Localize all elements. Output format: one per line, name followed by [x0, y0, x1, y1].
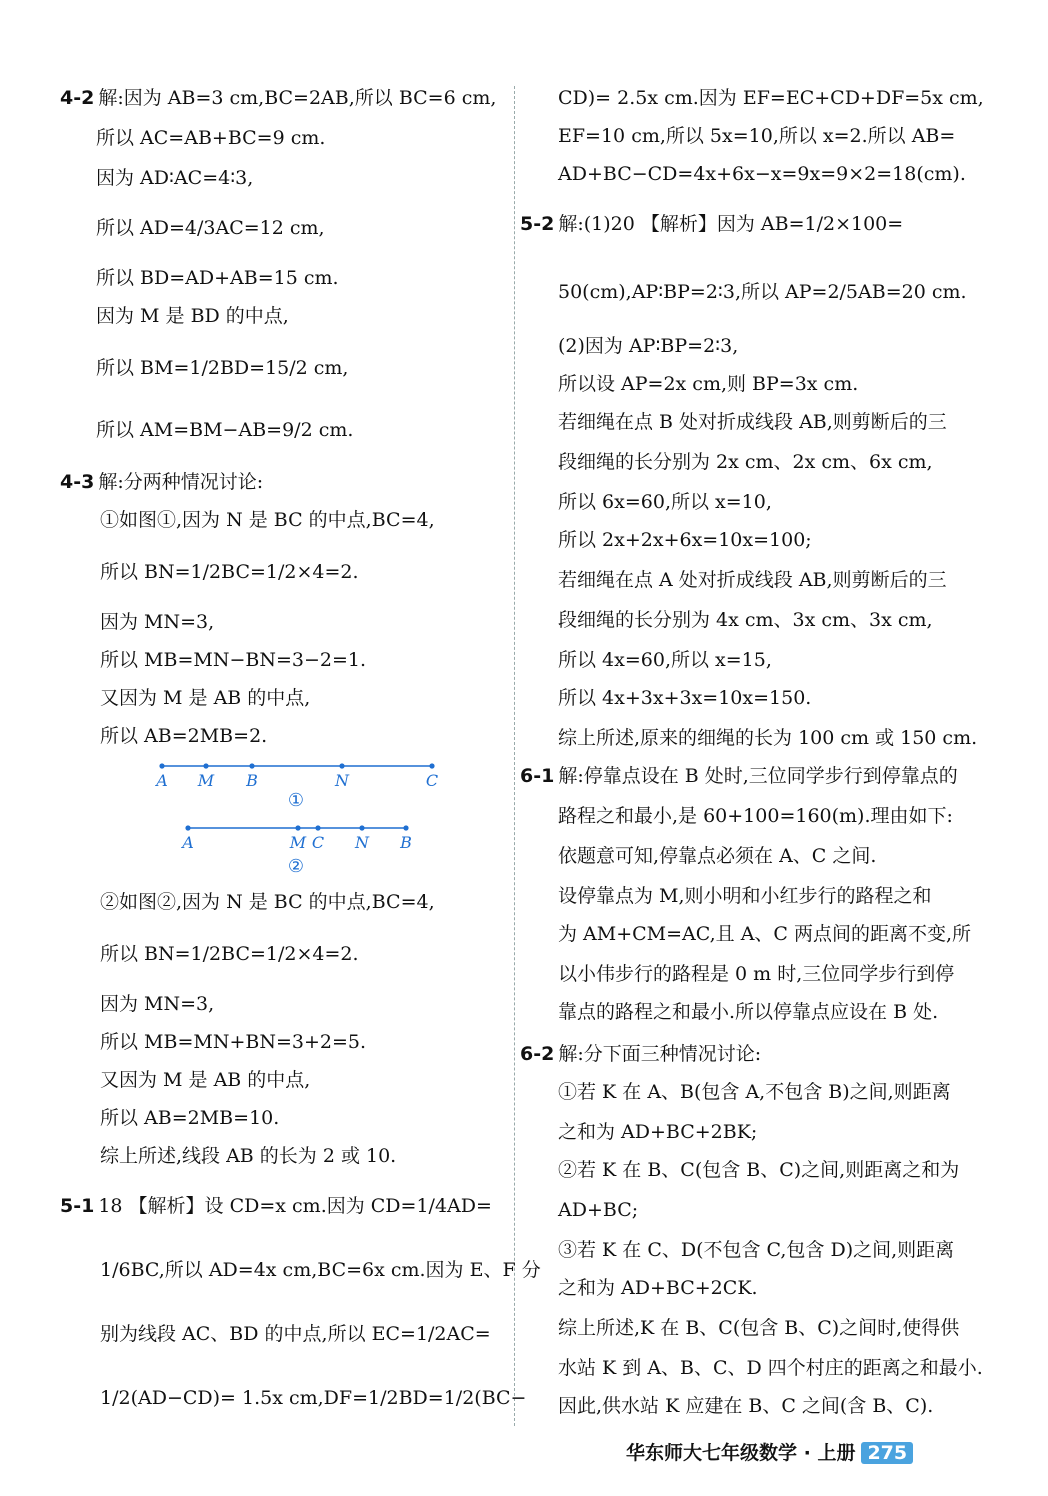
line-text: 之和为 AD+BC+2CK.: [558, 1277, 758, 1299]
text-line: [100, 1030, 366, 1054]
problem-label: 5-2: [520, 213, 555, 235]
text-line: [96, 418, 353, 442]
text-line: [558, 804, 953, 828]
line-text: 解:停靠点设在 B 处时,三位同学步行到停靠点的: [558, 765, 958, 787]
line-text: ②如图②,因为 N 是 BC 的中点,BC=4,: [100, 891, 435, 913]
point-b: [403, 825, 408, 830]
line-text: 因为 MN=3,: [100, 993, 215, 1015]
line-text: 靠点的路程之和最小.所以停靠点应设在 B 处.: [558, 1001, 939, 1023]
text-line: [558, 1080, 951, 1104]
point-b: [249, 763, 254, 768]
text-line: [558, 608, 933, 632]
text-line: [558, 726, 977, 750]
line-text: 所以设 AP=2x cm,则 BP=3x cm.: [558, 373, 859, 395]
line-text: ②若 K 在 B、C(包含 B、C)之间,则距离之和为: [558, 1159, 960, 1181]
line-text: 为 AM+CM=AC,且 A、C 两点间的距离不变,所: [558, 923, 972, 945]
text-line: [558, 686, 811, 710]
line-text: 依题意可知,停靠点必须在 A、C 之间.: [558, 845, 877, 867]
line-text: 所以 MB=MN+BN=3+2=5.: [100, 1031, 367, 1053]
figure-1-caption: ①: [287, 790, 305, 811]
text-line: [558, 884, 932, 908]
point-label-b: B: [246, 771, 258, 790]
line-text: (2)因为 AP∶BP=2∶3,: [558, 335, 739, 357]
text-line: [100, 1386, 526, 1410]
text-line: [558, 1276, 758, 1300]
text-line: [558, 1198, 638, 1222]
text-line: [558, 1158, 959, 1182]
line-text: 所以 BN=1/2BC=1/2×4=2.: [100, 561, 359, 583]
line-text: 解:(1)20 【解析】因为 AB=1/2×100=: [558, 213, 904, 235]
text-line: [100, 1068, 310, 1092]
text-line: [558, 372, 858, 396]
problem-4-2: [60, 86, 496, 110]
line-text: 段细绳的长分别为 4x cm、3x cm、3x cm,: [558, 609, 933, 631]
problem-6-2: [520, 1042, 761, 1066]
text-line: [96, 216, 325, 240]
line-text: AD+BC−CD=4x+6x−x=9x=9×2=18(cm).: [558, 163, 966, 185]
line-text: 50(cm),AP∶BP=2∶3,所以 AP=2/5AB=20 cm.: [558, 281, 967, 303]
line-text: 18 【解析】设 CD=x cm.因为 CD=1/4AD=: [98, 1195, 492, 1217]
text-line: [100, 610, 214, 634]
line-text: 所以 AB=2MB=2.: [100, 725, 268, 747]
line-text: 若细绳在点 B 处对折成线段 AB,则剪断后的三: [558, 411, 947, 433]
text-line: [558, 280, 967, 304]
line-text: 解:分两种情况讨论:: [98, 471, 264, 493]
text-line: [100, 724, 267, 748]
column-divider: [514, 86, 515, 1426]
point-label-n: N: [335, 771, 349, 790]
point-m: [295, 825, 300, 830]
problem-label: 4-3: [60, 471, 95, 493]
line-text: ①如图①,因为 N 是 BC 的中点,BC=4,: [100, 509, 435, 531]
text-line: [558, 844, 876, 868]
line-text: 因此,供水站 K 应建在 B、C 之间(含 B、C).: [558, 1395, 934, 1417]
point-c: [315, 825, 320, 830]
point-a: [185, 825, 190, 830]
line-text: 所以 6x=60,所以 x=10,: [558, 491, 772, 513]
text-line: [558, 490, 772, 514]
line-text: AD+BC;: [558, 1199, 639, 1221]
text-line: [96, 126, 325, 150]
text-line: [96, 356, 348, 380]
line-text: 所以 AB=2MB=10.: [100, 1107, 280, 1129]
text-line: [100, 1322, 491, 1346]
text-line: [100, 1258, 541, 1282]
line-text: 设停靠点为 M,则小明和小红步行的路程之和: [558, 885, 932, 907]
text-line: [100, 1106, 279, 1130]
text-line: [100, 942, 359, 966]
text-line: [100, 508, 435, 532]
line-text: 解:分下面三种情况讨论:: [558, 1043, 762, 1065]
line-text: 路程之和最小,是 60+100=160(m).理由如下:: [558, 805, 953, 827]
problem-6-1: [520, 764, 958, 788]
point-label-a: A: [156, 771, 168, 790]
footer-title: 华东师大七年级数学 · 上册: [626, 1442, 856, 1464]
line-text: 又因为 M 是 AB 的中点,: [100, 1069, 311, 1091]
text-line: [558, 86, 984, 110]
line-text: 又因为 M 是 AB 的中点,: [100, 687, 311, 709]
line-text: 所以 AM=BM−AB=9/2 cm.: [96, 419, 354, 441]
line-text: ①若 K 在 A、B(包含 A,不包含 B)之间,则距离: [558, 1081, 951, 1103]
line-text: 综上所述,线段 AB 的长为 2 或 10.: [100, 1145, 397, 1167]
text-line: [558, 922, 971, 946]
line-text: 别为线段 AC、BD 的中点,所以 EC=1/2AC=: [100, 1323, 491, 1345]
line-text: 因为 M 是 BD 的中点,: [96, 305, 289, 327]
text-line: [558, 1000, 938, 1024]
line-text: CD)= 2.5x cm.因为 EF=EC+CD+DF=5x cm,: [558, 87, 984, 109]
text-line: [558, 568, 947, 592]
line-text: 之和为 AD+BC+2BK;: [558, 1121, 758, 1143]
line-text: 所以 2x+2x+6x=10x=100;: [558, 529, 812, 551]
problem-4-3: [60, 470, 263, 494]
point-n: [339, 763, 344, 768]
point-n: [359, 825, 364, 830]
line-text: 水站 K 到 A、B、C、D 四个村庄的距离之和最小.: [558, 1357, 983, 1379]
text-line: [96, 166, 253, 190]
text-line: [558, 334, 738, 358]
text-line: [100, 890, 435, 914]
point-c: [429, 763, 434, 768]
text-line: [558, 410, 947, 434]
text-line: [96, 266, 339, 290]
text-line: [558, 1238, 954, 1262]
problem-5-1: [60, 1194, 492, 1218]
point-label-m: M: [289, 833, 307, 852]
text-line: [100, 992, 214, 1016]
line-text: 段细绳的长分别为 2x cm、2x cm、6x cm,: [558, 451, 933, 473]
line-text: 所以 AD=4/3AC=12 cm,: [96, 217, 325, 239]
page-footer: [626, 1438, 913, 1465]
point-m: [203, 763, 208, 768]
point-label-m: M: [197, 771, 215, 790]
problem-label: 5-1: [60, 1195, 95, 1217]
line-text: 所以 BN=1/2BC=1/2×4=2.: [100, 943, 359, 965]
line-text: 所以 BM=1/2BD=15/2 cm,: [96, 357, 349, 379]
problem-label: 6-1: [520, 765, 555, 787]
figure-2-caption: ②: [287, 856, 305, 877]
line-text: 所以 MB=MN−BN=3−2=1.: [100, 649, 367, 671]
figure-2: [174, 818, 434, 878]
line-text: 1/6BC,所以 AD=4x cm,BC=6x cm.因为 E、F 分: [100, 1259, 541, 1281]
text-line: [558, 1394, 933, 1418]
text-line: [558, 162, 966, 186]
line-text: 综上所述,原来的细绳的长为 100 cm 或 150 cm.: [558, 727, 978, 749]
text-line: [558, 1316, 959, 1340]
point-label-n: N: [355, 833, 369, 852]
line-text: ③若 K 在 C、D(不包含 C,包含 D)之间,则距离: [558, 1239, 955, 1261]
text-line: [558, 1356, 983, 1380]
text-line: [558, 648, 772, 672]
problem-label: 6-2: [520, 1043, 555, 1065]
problem-5-2: [520, 212, 903, 236]
line-text: 所以 BD=AD+AB=15 cm.: [96, 267, 339, 289]
line-text: 1/2(AD−CD)= 1.5x cm,DF=1/2BD=1/2(BC−: [100, 1387, 527, 1409]
point-label-a: A: [182, 833, 194, 852]
line-text: 所以 AC=AB+BC=9 cm.: [96, 127, 326, 149]
line-text: 综上所述,K 在 B、C(包含 B、C)之间时,使得供: [558, 1317, 960, 1339]
text-line: [96, 304, 289, 328]
text-line: [558, 528, 812, 552]
line-text: 因为 MN=3,: [100, 611, 215, 633]
line-text: 因为 AD∶AC=4∶3,: [96, 167, 254, 189]
point-label-c: C: [425, 771, 439, 790]
line-text: 解:因为 AB=3 cm,BC=2AB,所以 BC=6 cm,: [98, 87, 497, 109]
text-line: [100, 648, 366, 672]
line-text: 若细绳在点 A 处对折成线段 AB,则剪断后的三: [558, 569, 947, 591]
text-line: [100, 686, 310, 710]
line-text: 所以 4x=60,所以 x=15,: [558, 649, 772, 671]
text-line: [558, 450, 933, 474]
point-label-c: C: [311, 833, 325, 852]
line-text: 所以 4x+3x+3x=10x=150.: [558, 687, 812, 709]
problem-label: 4-2: [60, 87, 95, 109]
point-label-b: B: [400, 833, 412, 852]
text-line: [100, 560, 359, 584]
page-number: 275: [861, 1442, 913, 1464]
text-line: [100, 1144, 396, 1168]
figure-1: [150, 756, 450, 816]
point-a: [159, 763, 164, 768]
line-text: 以小伟步行的路程是 0 m 时,三位同学步行到停: [558, 963, 955, 985]
text-line: [558, 124, 955, 148]
line-text: EF=10 cm,所以 5x=10,所以 x=2.所以 AB=: [558, 125, 956, 147]
text-line: [558, 962, 954, 986]
text-line: [558, 1120, 757, 1144]
